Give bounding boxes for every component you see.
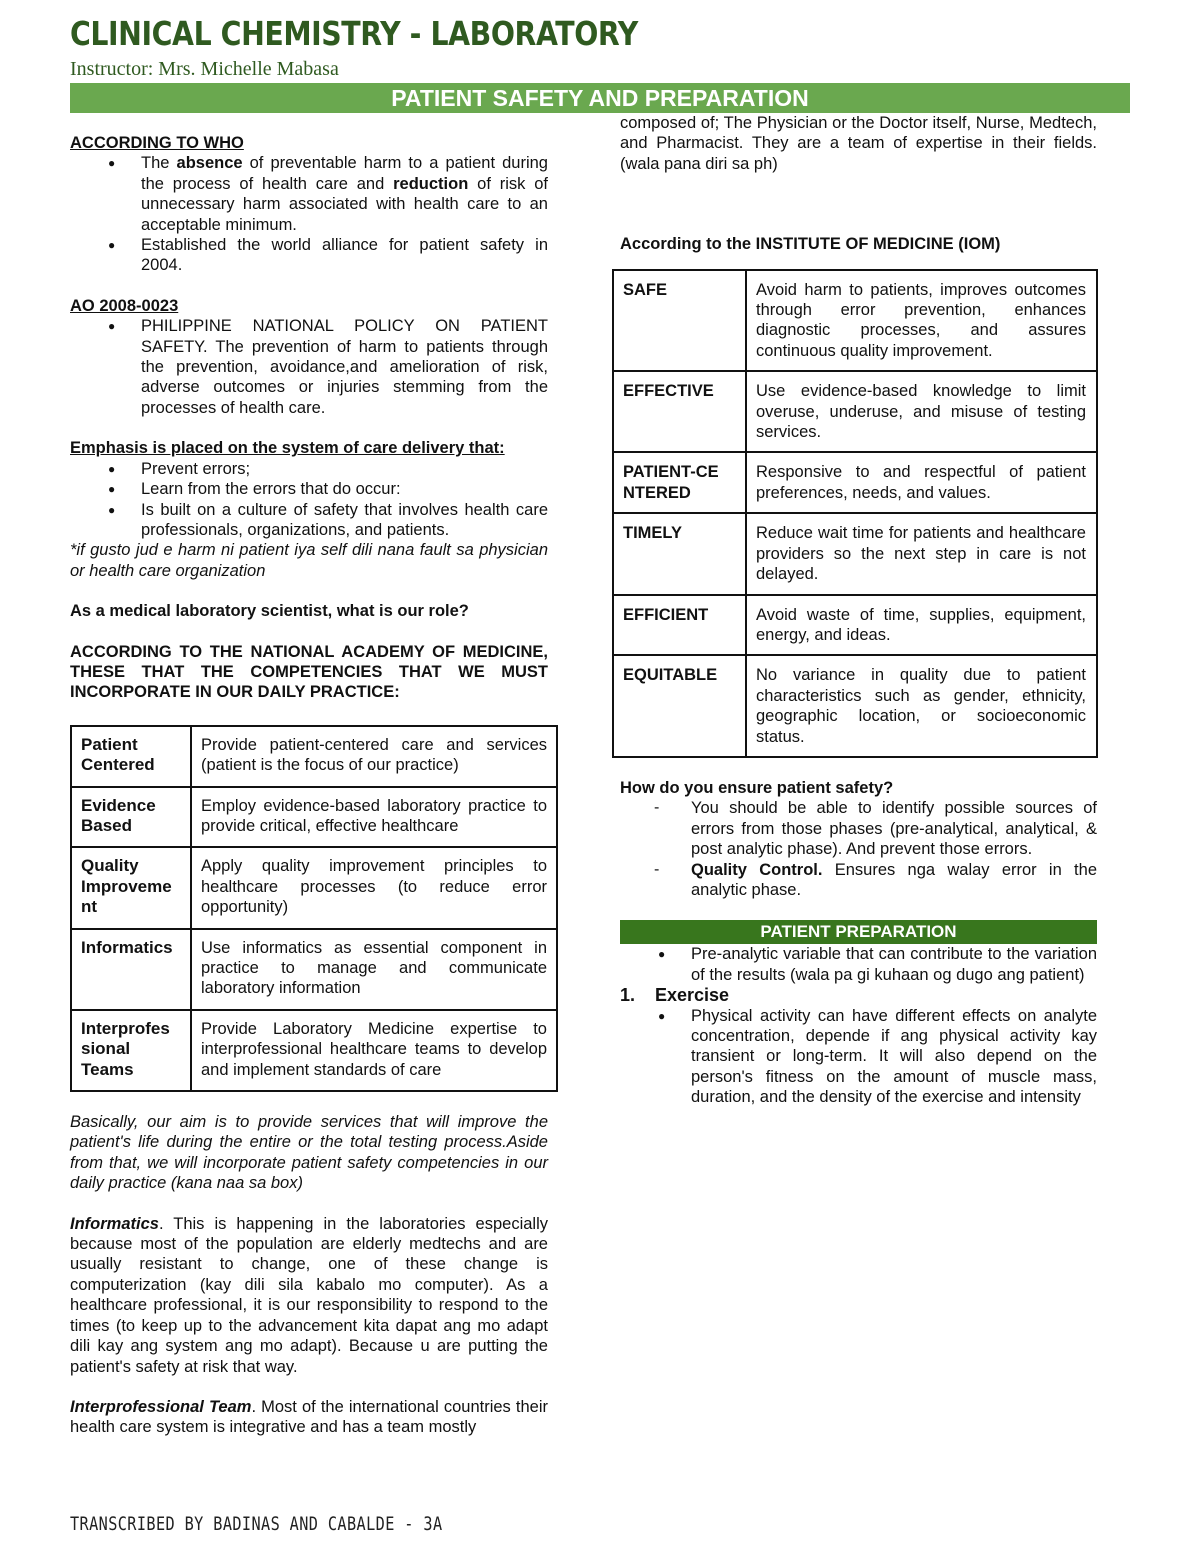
table-row (613, 595, 1097, 656)
table-row (71, 929, 557, 1010)
table-row (71, 1010, 557, 1091)
iom-desc: Use evidence-based knowledge to limit overuse, underuse, and misuse of testing services. (746, 371, 1097, 452)
informatics-paragraph: Informatics. This is happening in the laboratories especially because most of the population are elderly medtechs and are usually resistant to change, one of these change is computerization (kay dili sila kabalo mo computer). As a healthcare professional, it is our responsibility to respond to the times (to keep up to the advancement kita dapat ang mo adapt dili kay ang system ang mo adapt). Because u are putting the patient's safety at risk that way. (70, 1214, 548, 1376)
continuation-paragraph: composed of; The Physician or the Doctor itself, Nurse, Medtech, and Pharmacist. They are a team of expertise in their fields. (wala pana diri sa ph) (620, 114, 1097, 173)
competency-desc: Apply quality improvement principles to healthcare processes (to reduce error opportunity) (191, 847, 557, 928)
competency-name: Evidence Based (71, 787, 191, 848)
right-column (620, 113, 1097, 1108)
footer-credit: TRANSCRIBED BY BADINAS AND CABALDE - 3A (70, 1513, 443, 1535)
competencies-table (70, 725, 558, 1092)
iom-desc: No variance in quality due to patient characteristics such as gender, ethnicity, geographic location, or socioeconomic status. (746, 655, 1097, 757)
iom-desc: Responsive to and respectful of patient preferences, needs, and values. (746, 452, 1097, 513)
iom-heading: According to the INSTITUTE OF MEDICINE (IOM) (620, 235, 1001, 254)
competency-desc: Employ evidence-based laboratory practice to provide critical, effective healthcare (191, 787, 557, 848)
interprofessional-paragraph: Interprofessional Team. Most of the international countries their health care system is integrative and has a team mostly (70, 1397, 548, 1437)
prep-list (620, 944, 1097, 985)
iom-aim: TIMELY (613, 513, 746, 594)
ao-heading: AO 2008-0023 (70, 296, 179, 315)
emphasis-item: ● Prevent errors; (70, 459, 548, 479)
iom-desc: Reduce wait time for patients and healthcare providers so the next step in care is not delayed. (746, 513, 1097, 594)
competency-desc: Provide Laboratory Medicine expertise to interprofessional healthcare teams to develop and implement standards of care (191, 1010, 557, 1091)
exercise-bullet-1: ● Physical activity can have different effects on analyte concentration, depende if ang physical activity kay transient or long-term. It will also depend on the person's fitness on the amount of muscle mass, duration, and the density of the exercise and intensity (620, 1006, 1097, 1108)
ao-list (70, 316, 548, 418)
exercise-list (620, 1006, 1097, 1108)
ensure-item-2: - Quality Control. Ensures nga walay error in the analytic phase. (620, 860, 1097, 901)
basically-paragraph: Basically, our aim is to provide services that will improve the patient's life during the entire or the total testing process.Aside from that, we will incorporate patient safety competencies in our daily practice (kana naa sa box) (70, 1113, 548, 1193)
table-row (71, 787, 557, 848)
who-bullet-1: ● The absence of preventable harm to a patient during the process of health care and reduction of risk of unnecessary harm associated with health care to an acceptable minimum. (70, 153, 548, 235)
document-title: CLINICAL CHEMISTRY - LABORATORY (70, 14, 638, 53)
table-row (613, 513, 1097, 594)
ensure-item-1: - You should be able to identify possible sources of errors from those phases (pre-analytical, analytical, & post analytic phase). And prevent those errors. (620, 798, 1097, 859)
emphasis-item: ● Learn from the errors that do occur: (70, 479, 548, 499)
iom-table (612, 269, 1098, 758)
ensure-list (620, 798, 1097, 900)
competency-name: Informatics (71, 929, 191, 1010)
section-banner: PATIENT SAFETY AND PREPARATION (70, 83, 1130, 113)
who-bullet-2: ● Established the world alliance for patient safety in 2004. (70, 235, 548, 276)
prep-bullet-1: ● Pre-analytic variable that can contribute to the variation of the results (wala pa gi kuhaan og dugo ang patient) (620, 944, 1097, 985)
iom-aim: PATIENT-CE NTERED (613, 452, 746, 513)
competency-name: Interprofes sional Teams (71, 1010, 191, 1091)
table-row (613, 371, 1097, 452)
table-row (71, 847, 557, 928)
ao-bullet-1: ● PHILIPPINE NATIONAL POLICY ON PATIENT SAFETY. The prevention of harm to patients through the prevention, avoidance,and amelioration of risk, adverse outcomes or injuries stemming from the processes of health care. (70, 316, 548, 418)
competency-desc: Use informatics as essential component in practice to manage and communicate laboratory information (191, 929, 557, 1010)
emphasis-heading: Emphasis is placed on the system of care delivery that: (70, 439, 505, 458)
role-question: As a medical laboratory scientist, what is our role? (70, 602, 469, 621)
emphasis-item: ● Is built on a culture of safety that involves health care professionals, organizations, and patients. (70, 500, 548, 541)
ensure-heading: How do you ensure patient safety? (620, 778, 894, 797)
iom-desc: Avoid waste of time, supplies, equipment, energy, and ideas. (746, 595, 1097, 656)
instructor-line: Instructor: Mrs. Michelle Mabasa (70, 58, 339, 80)
nam-heading: ACCORDING TO THE NATIONAL ACADEMY OF MEDICINE, THESE THAT THE COMPETENCIES THAT WE MUST INCORPORATE IN OUR DAILY PRACTICE: (70, 642, 548, 702)
competency-name: Patient Centered (71, 726, 191, 787)
competency-desc: Provide patient-centered care and services (patient is the focus of our practice) (191, 726, 557, 787)
iom-desc: Avoid harm to patients, improves outcomes through error prevention, enhances diagnostic processes, and assures continuous quality improvement. (746, 270, 1097, 372)
iom-aim: SAFE (613, 270, 746, 372)
iom-aim: EFFECTIVE (613, 371, 746, 452)
table-row (613, 655, 1097, 757)
emphasis-note: *if gusto jud e harm ni patient iya self dili nana fault sa physician or health care organization (70, 541, 548, 580)
table-row (613, 270, 1097, 372)
emphasis-list (70, 459, 548, 541)
iom-aim: EFFICIENT (613, 595, 746, 656)
patient-preparation-banner: PATIENT PREPARATION (620, 920, 1097, 944)
table-row (71, 726, 557, 787)
competency-name: Quality Improveme nt (71, 847, 191, 928)
left-column (70, 133, 548, 1438)
iom-aim: EQUITABLE (613, 655, 746, 757)
who-heading: ACCORDING TO WHO (70, 134, 244, 152)
exercise-heading: 1. Exercise (620, 985, 730, 1006)
who-list (70, 153, 548, 275)
table-row (613, 452, 1097, 513)
